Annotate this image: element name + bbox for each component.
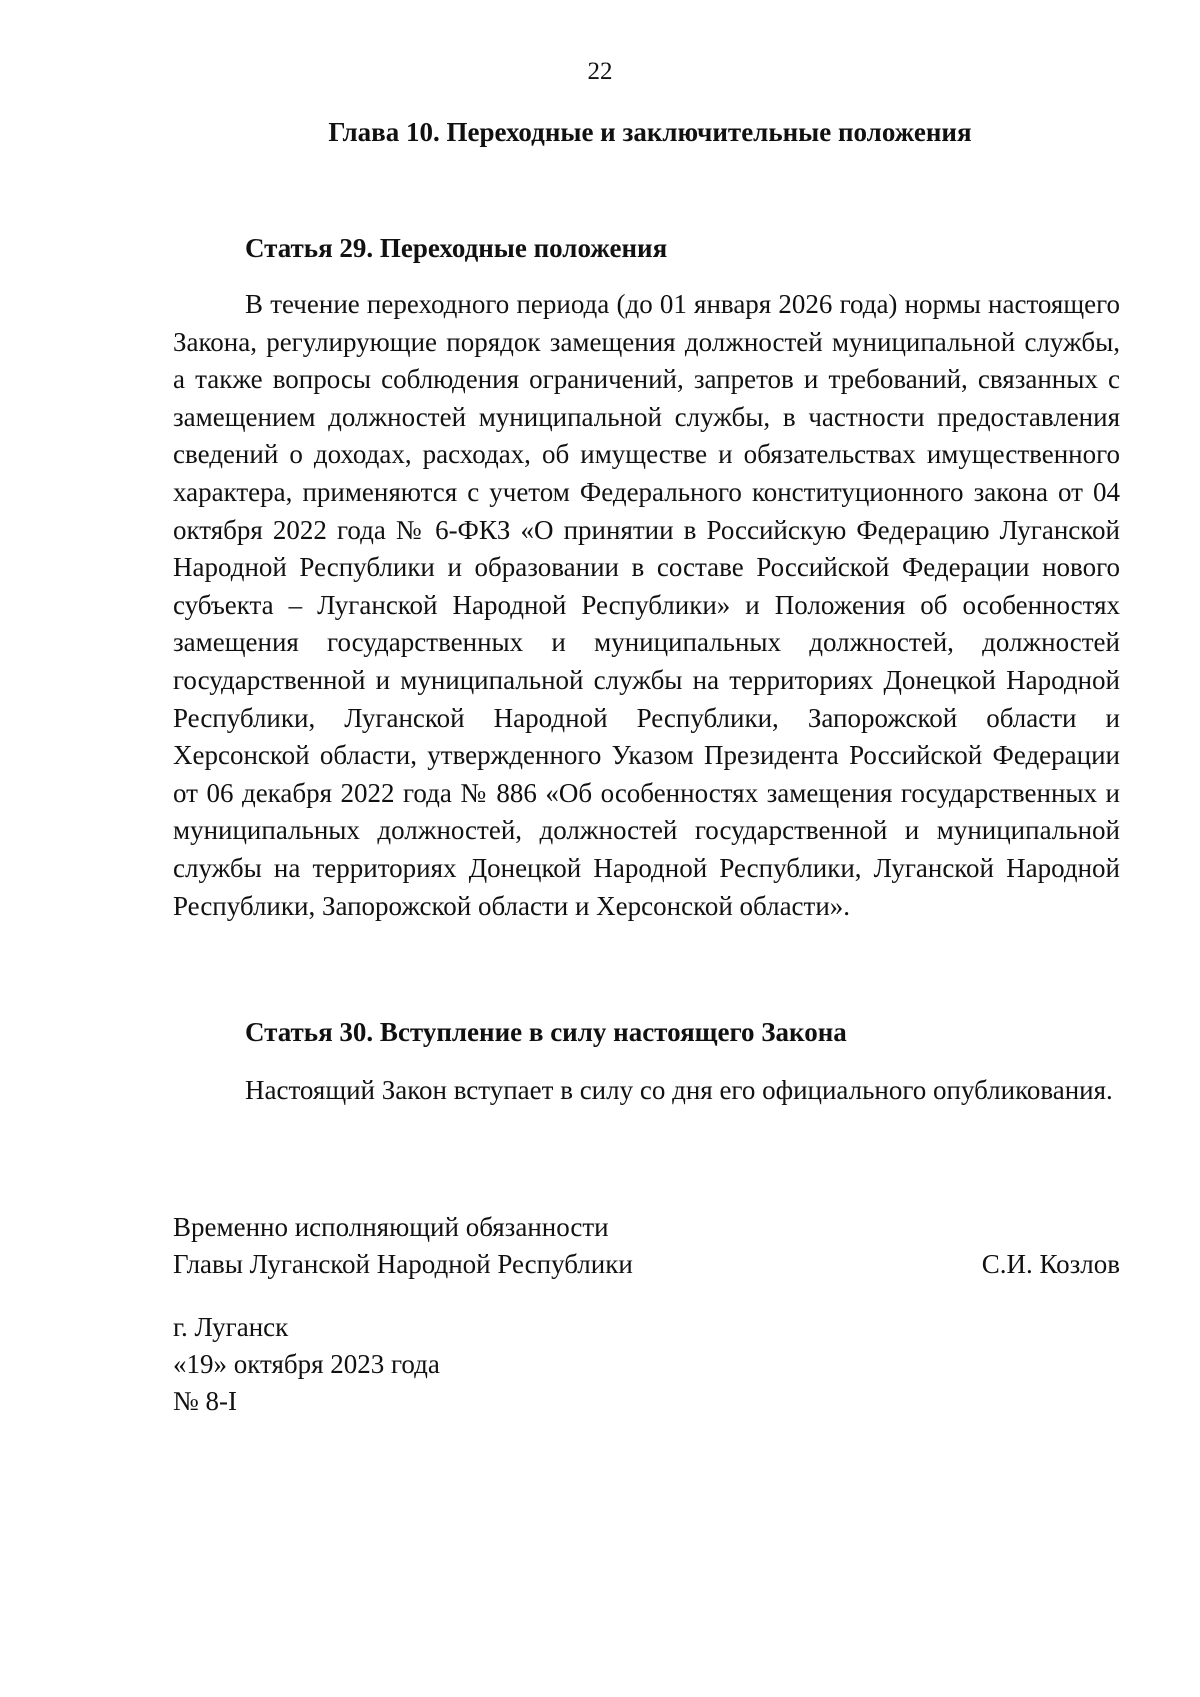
article-29-body: В течение переходного периода (до 01 января 2026 года) нормы настоящего Закона, регулирующие порядок замещения должностей муниципальной службы, а также вопросы соблюдения ограничений, запретов и требований, связанных с замещением должностей муниципальной службы, в частности предоставления сведений о доходах, расходах, об имуществе и обязательствах имущественного характера, применяются с учетом Федерального конституционного закона от 04 октября 2022 года № 6-ФКЗ «О принятии в Российскую Федерацию Луганской Народной Республики и образовании в составе Российской Федерации нового субъекта – Луганской Народной Республики» и Положения об особенностях замещения государственных и муниципальных должностей, должностей государственной и муниципальной службы на территориях Донецкой Народной Республики, Луганской Народной Республики, Запорожской области и Херсонской области, утвержденного Указом Президента Российской Федерации от 06 декабря 2022 года № 886 «Об особенностях замещения государственных и муниципальных должностей, должностей государственной и муниципальной службы на территориях Донецкой Народной Республики, Луганской Народной Республики, Запорожской области и Херсонской области». [173,289,1120,921]
signatory-name: С.И. Козлов [981,1249,1120,1279]
signatory-position-line1: Временно исполняющий обязанности [173,1212,609,1242]
law-number: № 8-I [173,1386,237,1416]
article-30-body: Настоящий Закон вступает в силу со дня его официального опубликования. [245,1075,1113,1105]
signature-row [173,1246,1120,1283]
article-29-title: Статья 29. Переходные положения [245,233,668,263]
chapter-title: Глава 10. Переходные и заключительные положения [328,117,972,147]
article-30-title: Статья 30. Вступление в силу настоящего Закона [245,1017,847,1047]
signature-block [173,1209,1120,1283]
page-number: 22 [587,58,613,85]
city: г. Луганск [173,1312,289,1342]
adoption-date: «19» октября 2023 года [173,1349,440,1379]
signatory-position-line2: Главы Луганской Народной Республики [173,1249,633,1279]
place-date-block [173,1309,440,1420]
